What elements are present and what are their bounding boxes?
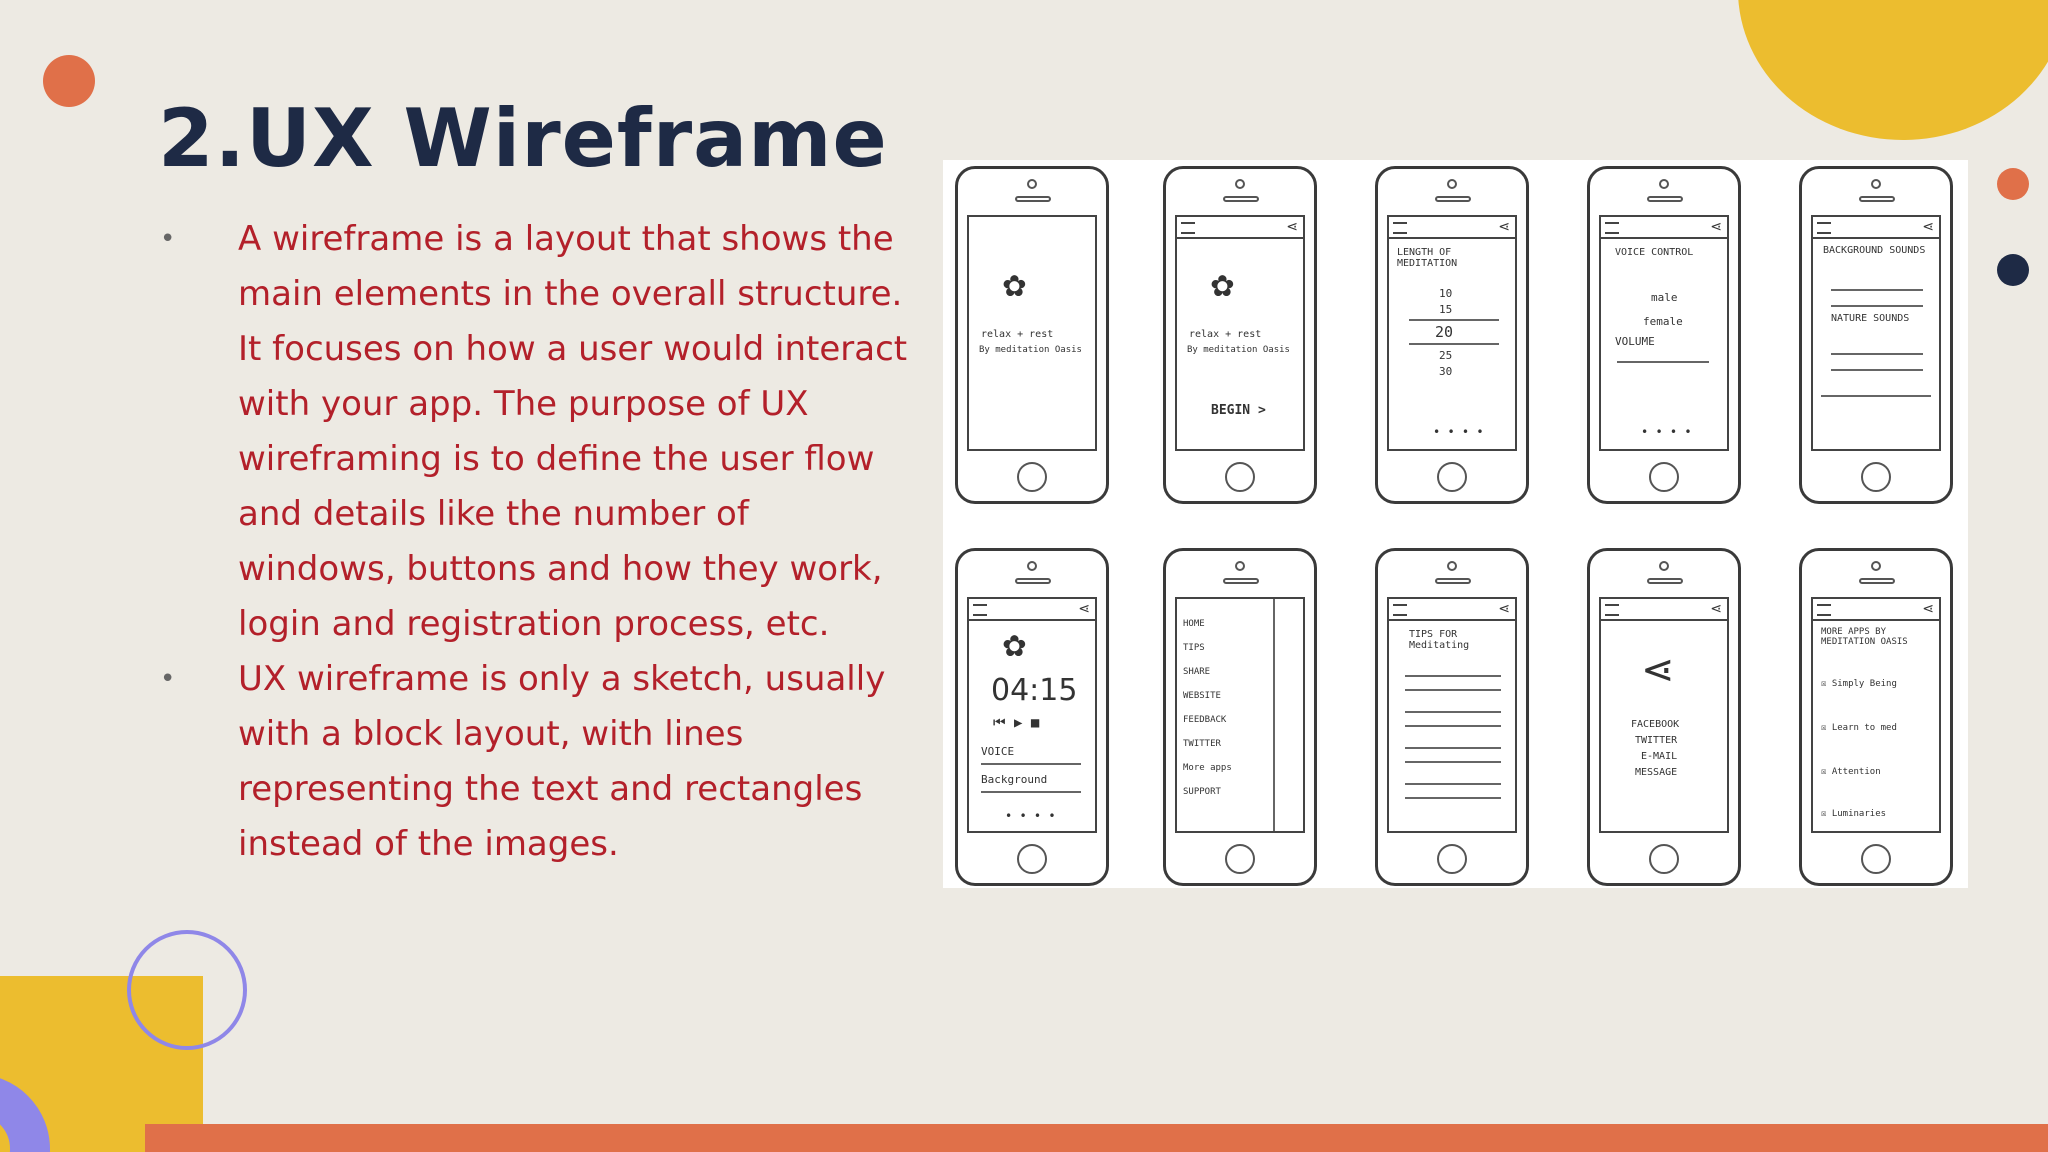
speaker-icon bbox=[1647, 578, 1683, 584]
menu-icon bbox=[1605, 222, 1619, 234]
share-option: MESSAGE bbox=[1635, 767, 1678, 778]
share-option: E-MAIL bbox=[1641, 751, 1678, 762]
divider bbox=[1409, 319, 1499, 321]
purple-arc-decoration bbox=[0, 1074, 50, 1152]
orange-dot-decoration bbox=[43, 55, 95, 107]
top-bar bbox=[1389, 217, 1515, 239]
phone-begin bbox=[1163, 166, 1317, 504]
drawer-edge bbox=[1273, 599, 1275, 833]
app-item-label: Attention bbox=[1831, 767, 1881, 777]
speaker-icon bbox=[1223, 196, 1259, 202]
phone-background bbox=[1799, 166, 1953, 504]
top-bar bbox=[1601, 217, 1727, 239]
speaker-icon bbox=[1435, 578, 1471, 584]
menu-icon bbox=[1817, 604, 1831, 616]
bullet-list bbox=[150, 212, 910, 872]
app-item: ☒ Attention bbox=[1821, 767, 1881, 777]
voice-option: female bbox=[1643, 315, 1683, 328]
phone-screen bbox=[1599, 597, 1729, 833]
phone-screen bbox=[967, 215, 1097, 451]
pager-dots: • • • • bbox=[1005, 809, 1056, 823]
home-button-icon bbox=[1437, 844, 1467, 874]
home-button-icon bbox=[1017, 844, 1047, 874]
phone-screen bbox=[967, 597, 1097, 833]
phone-voice bbox=[1587, 166, 1741, 504]
menu-item: More apps bbox=[1183, 763, 1232, 773]
menu-item: SUPPORT bbox=[1183, 787, 1221, 797]
voice-slider bbox=[981, 763, 1081, 765]
share-icon: ⋖ bbox=[1078, 601, 1090, 617]
voice-title: VOICE CONTROL bbox=[1615, 247, 1694, 258]
home-button-icon bbox=[1437, 462, 1467, 492]
menu-icon bbox=[1393, 604, 1407, 616]
share-icon: ⋖ bbox=[1286, 219, 1298, 235]
speaker-icon bbox=[1015, 196, 1051, 202]
app-item: ☒ Simply Being bbox=[1821, 679, 1897, 689]
splash-line: By meditation Oasis bbox=[979, 345, 1082, 355]
phone-screen bbox=[1811, 597, 1941, 833]
camera-icon bbox=[1447, 561, 1457, 571]
home-button-icon bbox=[1861, 462, 1891, 492]
share-large-icon: ⋖ bbox=[1641, 647, 1675, 693]
divider bbox=[1831, 369, 1923, 371]
bullet-marker: • bbox=[160, 224, 176, 254]
voice-label: VOICE bbox=[981, 745, 1015, 758]
lotus-icon: ✿ bbox=[1003, 621, 1026, 665]
top-bar bbox=[1813, 217, 1939, 239]
text-line bbox=[1405, 725, 1501, 727]
text-line bbox=[1405, 747, 1501, 749]
pager-dots: • • • • bbox=[1641, 425, 1692, 439]
camera-icon bbox=[1659, 179, 1669, 189]
bullet-text: A wireframe is a layout that shows the main elements in the overall structure. It focuses on how a user would interact with your app. The purpose of UX wireframing is to define the user flow and details like the number of windows, buttons and how they work, login and registration process, etc. bbox=[238, 219, 908, 644]
phone-screen bbox=[1387, 215, 1517, 451]
share-icon: ⋖ bbox=[1498, 219, 1510, 235]
nature-label: NATURE SOUNDS bbox=[1831, 313, 1910, 324]
speaker-icon bbox=[1223, 578, 1259, 584]
home-button-icon bbox=[1017, 462, 1047, 492]
phone-share bbox=[1587, 548, 1741, 886]
length-option-selected: 20 bbox=[1435, 323, 1454, 341]
menu-icon bbox=[1605, 604, 1619, 616]
phone-tips bbox=[1375, 548, 1529, 886]
menu-icon bbox=[973, 604, 987, 616]
menu-item: FEEDBACK bbox=[1183, 715, 1227, 725]
tips-title: TIPS FOR Meditating bbox=[1409, 629, 1470, 651]
text-line bbox=[1405, 689, 1501, 691]
camera-icon bbox=[1659, 561, 1669, 571]
playback-controls-icon: ⏮ ▶ ■ bbox=[993, 715, 1040, 731]
yellow-circle-decoration bbox=[1738, 0, 2048, 140]
top-bar bbox=[1601, 599, 1727, 621]
menu-item: TIPS bbox=[1183, 643, 1205, 653]
app-item-label: Simply Being bbox=[1831, 679, 1897, 689]
menu-item: HOME bbox=[1183, 619, 1205, 629]
camera-icon bbox=[1447, 179, 1457, 189]
volume-slider bbox=[1617, 361, 1709, 363]
speaker-icon bbox=[1435, 196, 1471, 202]
begin-line: relax + rest bbox=[1189, 329, 1262, 340]
share-icon: ⋖ bbox=[1710, 601, 1722, 617]
bullet-item bbox=[150, 212, 910, 652]
navy-dot-decoration-right bbox=[1997, 254, 2029, 286]
background-title: BACKGROUND SOUNDS bbox=[1823, 245, 1926, 256]
divider bbox=[1831, 353, 1923, 355]
wireframe-sketch-image bbox=[943, 160, 1968, 888]
timer-display: 04:15 bbox=[991, 673, 1078, 708]
orange-bottom-bar bbox=[145, 1124, 2048, 1152]
camera-icon bbox=[1027, 561, 1037, 571]
volume-slider bbox=[1821, 395, 1931, 397]
camera-icon bbox=[1235, 561, 1245, 571]
home-button-icon bbox=[1225, 844, 1255, 874]
phone-screen bbox=[1175, 215, 1305, 451]
menu-icon bbox=[1393, 222, 1407, 234]
more-apps-title: MORE APPS BY MEDITATION OASIS bbox=[1821, 627, 1908, 647]
top-bar bbox=[969, 599, 1095, 621]
phone-screen bbox=[1811, 215, 1941, 451]
share-icon: ⋖ bbox=[1498, 601, 1510, 617]
phone-length bbox=[1375, 166, 1529, 504]
lotus-icon: ✿ bbox=[1211, 261, 1234, 305]
lotus-icon: ✿ bbox=[1003, 261, 1026, 305]
pager-dots: • • • • bbox=[1433, 425, 1484, 439]
begin-label: BEGIN > bbox=[1211, 403, 1266, 418]
camera-icon bbox=[1871, 561, 1881, 571]
top-bar bbox=[1177, 217, 1303, 239]
menu-icon bbox=[1817, 222, 1831, 234]
speaker-icon bbox=[1647, 196, 1683, 202]
top-bar bbox=[1389, 599, 1515, 621]
begin-line: By meditation Oasis bbox=[1187, 345, 1290, 355]
text-line bbox=[1405, 761, 1501, 763]
length-option: 15 bbox=[1439, 303, 1453, 316]
text-line bbox=[1405, 797, 1501, 799]
orange-dot-decoration-right bbox=[1997, 168, 2029, 200]
speaker-icon bbox=[1859, 196, 1895, 202]
bullet-marker: • bbox=[160, 664, 176, 694]
share-icon: ⋖ bbox=[1922, 601, 1934, 617]
length-title: LENGTH OF MEDITATION bbox=[1397, 247, 1458, 269]
speaker-icon bbox=[1015, 578, 1051, 584]
share-icon: ⋖ bbox=[1922, 219, 1934, 235]
length-option: 30 bbox=[1439, 365, 1453, 378]
phone-splash bbox=[955, 166, 1109, 504]
background-slider bbox=[981, 791, 1081, 793]
top-bar bbox=[1813, 599, 1939, 621]
phone-screen bbox=[1175, 597, 1305, 833]
divider bbox=[1409, 343, 1499, 345]
length-option: 25 bbox=[1439, 349, 1453, 362]
menu-item: WEBSITE bbox=[1183, 691, 1221, 701]
camera-icon bbox=[1871, 179, 1881, 189]
divider bbox=[1831, 289, 1923, 291]
divider bbox=[1831, 305, 1923, 307]
share-option: FACEBOOK bbox=[1631, 719, 1680, 730]
voice-option: male bbox=[1651, 291, 1678, 304]
share-option: TWITTER bbox=[1635, 735, 1678, 746]
camera-icon bbox=[1235, 179, 1245, 189]
app-item-label: Learn to med bbox=[1831, 723, 1897, 733]
home-button-icon bbox=[1649, 462, 1679, 492]
phone-screen bbox=[1387, 597, 1517, 833]
speaker-icon bbox=[1859, 578, 1895, 584]
menu-icon bbox=[1181, 222, 1195, 234]
phone-screen bbox=[1599, 215, 1729, 451]
phone-more-apps bbox=[1799, 548, 1953, 886]
menu-item: TWITTER bbox=[1183, 739, 1221, 749]
camera-icon bbox=[1027, 179, 1037, 189]
text-line bbox=[1405, 675, 1501, 677]
volume-label: VOLUME bbox=[1615, 335, 1655, 348]
bullet-text: UX wireframe is only a sketch, usually with a block layout, with lines representing the text and rectangles instead of the images. bbox=[238, 659, 886, 864]
phone-menu bbox=[1163, 548, 1317, 886]
length-option: 10 bbox=[1439, 287, 1453, 300]
text-line bbox=[1405, 783, 1501, 785]
app-item: ☒ Learn to med bbox=[1821, 723, 1897, 733]
home-button-icon bbox=[1861, 844, 1891, 874]
purple-ring-decoration bbox=[127, 930, 247, 1050]
app-item: ☒ Luminaries bbox=[1821, 809, 1887, 819]
menu-item: SHARE bbox=[1183, 667, 1211, 677]
bullet-item bbox=[150, 652, 910, 872]
text-line bbox=[1405, 711, 1501, 713]
home-button-icon bbox=[1649, 844, 1679, 874]
home-button-icon bbox=[1225, 462, 1255, 492]
background-label: Background bbox=[981, 773, 1048, 786]
slide-title: 2.UX Wireframe bbox=[158, 92, 888, 185]
app-item-label: Luminaries bbox=[1831, 809, 1887, 819]
share-icon: ⋖ bbox=[1710, 219, 1722, 235]
splash-line: relax + rest bbox=[981, 329, 1054, 340]
phone-player bbox=[955, 548, 1109, 886]
